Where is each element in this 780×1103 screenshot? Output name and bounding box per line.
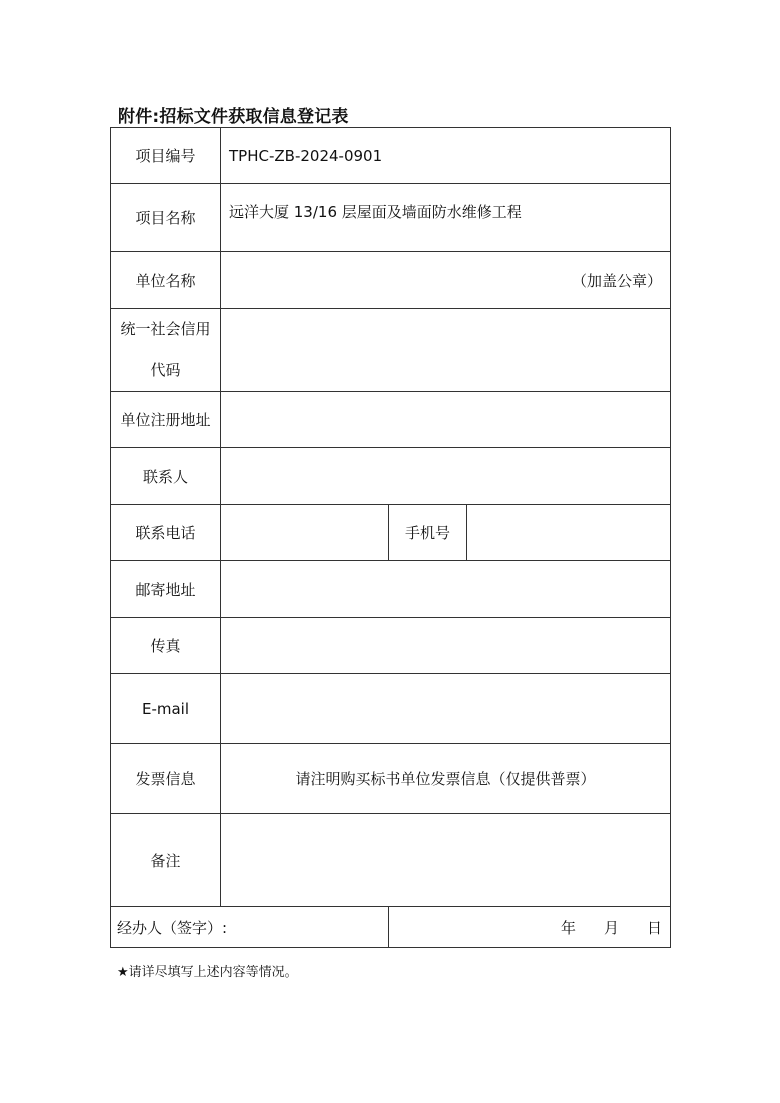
row-handler xyxy=(111,907,671,948)
credit-code-label-line2: 代码 xyxy=(150,361,181,379)
unit-name-label: 单位名称 xyxy=(111,252,221,309)
reg-address-label: 单位注册地址 xyxy=(111,392,221,448)
row-fax xyxy=(111,618,671,674)
row-remarks xyxy=(111,814,671,907)
row-phone xyxy=(111,505,671,561)
phone-field[interactable] xyxy=(221,505,389,561)
credit-code-field[interactable] xyxy=(221,309,671,392)
project-no-label: 项目编号 xyxy=(111,128,221,184)
date-field[interactable] xyxy=(389,907,671,948)
credit-code-label-line1: 统一社会信用 xyxy=(120,320,211,338)
page-title: 附件:招标文件获取信息登记表 xyxy=(118,107,349,127)
project-no-field[interactable]: TPHC-ZB-2024-0901 xyxy=(221,128,671,184)
credit-code-label xyxy=(111,309,221,392)
contact-field[interactable] xyxy=(221,448,671,505)
phone-label: 联系电话 xyxy=(111,505,221,561)
row-reg-address xyxy=(111,392,671,448)
mail-address-label: 邮寄地址 xyxy=(111,561,221,618)
reg-address-field[interactable] xyxy=(221,392,671,448)
row-invoice xyxy=(111,744,671,814)
mobile-field[interactable] xyxy=(467,505,671,561)
handler-label: 经办人（签字）: xyxy=(117,918,228,937)
remarks-label: 备注 xyxy=(111,814,221,907)
unit-name-field[interactable]: （加盖公章） xyxy=(221,252,671,309)
date-day-label: 日 xyxy=(647,918,663,937)
row-unit-name xyxy=(111,252,671,309)
invoice-label: 发票信息 xyxy=(111,744,221,814)
row-project-no xyxy=(111,128,671,184)
row-mail-address xyxy=(111,561,671,618)
registration-form-table xyxy=(110,127,671,948)
project-name-field[interactable]: 远洋大厦 13/16 层屋面及墙面防水维修工程 xyxy=(221,184,671,252)
remarks-field[interactable] xyxy=(221,814,671,907)
row-email xyxy=(111,674,671,744)
email-field[interactable] xyxy=(221,674,671,744)
email-label: E-mail xyxy=(111,674,221,744)
fax-field[interactable] xyxy=(221,618,671,674)
fax-label: 传真 xyxy=(111,618,221,674)
row-credit-code xyxy=(111,309,671,392)
row-contact xyxy=(111,448,671,505)
footnote: ★请详尽填写上述内容等情况。 xyxy=(117,965,298,980)
project-name-label: 项目名称 xyxy=(111,184,221,252)
date-year-label: 年 xyxy=(560,918,576,937)
row-project-name xyxy=(111,184,671,252)
mobile-label: 手机号 xyxy=(389,505,467,561)
invoice-field[interactable]: 请注明购买标书单位发票信息（仅提供普票） xyxy=(221,744,671,814)
contact-label: 联系人 xyxy=(111,448,221,505)
date-month-label: 月 xyxy=(603,918,619,937)
handler-signature-field[interactable] xyxy=(111,907,389,948)
mail-address-field[interactable] xyxy=(221,561,671,618)
